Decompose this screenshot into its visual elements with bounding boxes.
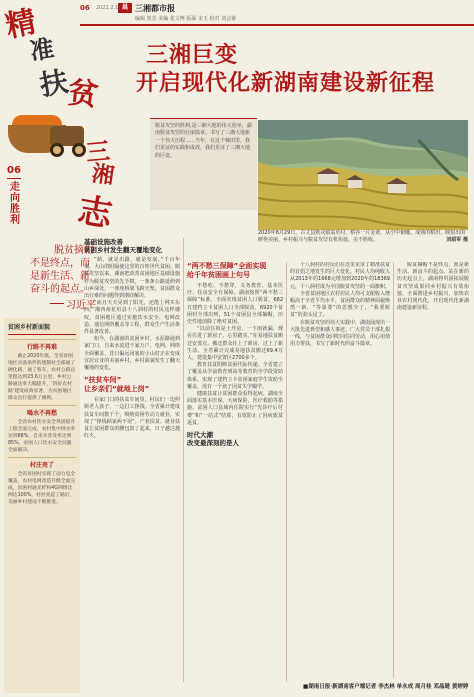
sidebar-head-1: 行路不再难: [8, 339, 76, 351]
quote-dash: [50, 303, 64, 304]
article-column-4: [397, 262, 469, 678]
sidebar-text-2: 全省农村饮水安全巩固提升工程全面完成，农村集中供水率达到88%，自来水普及率达到85%，贫困人口饮水安全问题全面解决。: [8, 420, 76, 453]
editor-credits: 编辑 贺芳 美编 张文博 版面 宋玉 校对 刘会睿: [135, 16, 237, 22]
section-rule: [7, 178, 21, 179]
col1-para-3: 如今，在湖南的贫困乡村，水泥路通到家门口，自来水流进千家万户，电网、网络全面覆盖，昔日偏远闭塞的小山村正在变成宜居宜业的美丽乡村，乡村面貌发生了翻天覆地的变化。: [84, 336, 180, 372]
col2-subhead-1: “两不愁三保障”全面实现: [187, 262, 267, 270]
article-column-3: [290, 262, 390, 678]
brush-char-4: 贫: [66, 75, 100, 114]
lead-paragraph: 脱贫攻坚的胜利,是三湘大地的伟大创举，湖南脱贫攻坚的壮丽篇章，书写了三湘大地新一个伟大历程……当年，在这个梯田里，我们见证的实践和成效，我们见证了三湘大地的巨变。: [150, 118, 257, 210]
photo-caption: [258, 230, 468, 243]
column-divider: [393, 262, 394, 678]
photo-credit: 刘甜军 摄: [446, 236, 468, 243]
headline-line-1: 三湘巨变: [146, 43, 239, 68]
sidebar-head-3: 村庄亮了: [8, 457, 76, 469]
col1-subhead-4: 让乡亲们“就地上岗”: [84, 385, 150, 394]
article-column-2: [187, 262, 283, 682]
section-number: 06: [7, 165, 21, 176]
col2-subhead-4: 改变最深刻的是人: [187, 439, 239, 448]
wheel-icon: [72, 143, 86, 157]
section-title: 走向胜利: [10, 182, 20, 226]
photo-caption-text: 2020年8月29日，古丈县默戎镇翁草村，稻谷一片金黄，从空中俯瞰，成熟的稻田，映射出的鲜艳美丽，乡村振兴与脱贫攻坚有机衔接，美不胜收。: [258, 230, 466, 243]
page-number: 06: [80, 4, 90, 12]
sidebar-head-2: 喝水不再愁: [8, 405, 76, 417]
brush-char-2: 准: [28, 33, 56, 66]
col3-para-3: 在脱贫攻坚的伟大实践中，湖南涌现出一大批先进典型和感人事迹。广大党员干部扎根一线，与贫困群众同吃同住同劳动，用心用情用力帮扶，书写了新时代的奋斗篇章。: [290, 319, 390, 348]
brush-char-6: 湘: [90, 160, 116, 190]
wheel-icon: [50, 143, 64, 157]
byline: ■湖南日报·新湖南客户端记者 李杰林 单永成 周月桂 邓晶琎 黄婷婷: [303, 684, 469, 690]
col2-para-4: 健康扶贫让贫困群众看得起病。湖南全面落实基本医保、大病保险、医疗救助等措施，贫困人口县域内住院实行“先诊疗后付费”和“一站式”结算，有效防止了因病致贫返贫。: [187, 391, 283, 426]
quote-line-4: 奋斗的起点。: [30, 284, 90, 295]
sidebar-text-1: 截止2020年底，全省贫困地区具备条件的建制村全部通了硬化路、通了客车，农村公路总里程达到23.6万公里，乡村公路通达率大幅提升，‘四好农村路’建设成效显著，为贫困地区群众出行提供了便利。: [8, 354, 76, 401]
quote-line-3: 是新生活、新: [30, 271, 90, 282]
column-divider: [183, 238, 184, 682]
terraced-fields-photo: [258, 120, 468, 230]
sidebar-box: [4, 318, 80, 693]
col1-para-1: “路，就是出路，就是发展。”千百年来，大山的阻隔使这里的百姓世代贫困。脱贫攻坚以来，湖南把改善贫困地区基础设施作为脱贫攻坚的先手棋，一条条公路延伸到山乡深处，一座座桥梁飞跨天堑，贫困群众出行难的问题得到彻底解决。: [84, 257, 180, 300]
col4-para-1: 脱贫摘帽不是终点，而是新生活、新奋斗的起点。站在新的历史起点上，湖南将巩固拓展脱贫攻坚成果同乡村振兴有效衔接，全面推进乡村振兴，加快农业农村现代化，开启现代化新湖南建设新征程。: [397, 262, 469, 312]
sidebar-title: 贫困乡村新面貌: [8, 322, 76, 335]
brush-char-3: 扶: [37, 64, 71, 103]
col2-subhead-3: 时代大潮: [187, 431, 213, 440]
col3-para-1: 十八洞村的村民们在这里见证了精准扶贫的首倡之地发生的巨大变化。村民人均纯收入从2013年的1668元增加到2020年的18369元，十八洞村成为全国脱贫攻坚的一面旗帜。: [290, 262, 390, 290]
col2-para-3: 教育扶贫阻断贫困代际传递。全省建立了覆盖从学前教育到高等教育的全学段资助体系，实现了建档立卡贫困家庭学生资助全覆盖，没有一个孩子因贫失学辍学。: [187, 362, 283, 390]
col2-para-1: 不愁吃、不愁穿，义务教育、基本医疗、住房安全有保障。湖南按照“两不愁三保障”标准，全面实现贫困人口脱贫，682万建档立卡贫困人口全部脱贫，6920个贫困村全部出列，51个贫困县全部摘帽，历史性地消除了绝对贫困。: [187, 283, 283, 326]
col2-subhead-2: 给千年贫困画上句号: [187, 271, 250, 279]
brush-char-1: 精: [2, 4, 40, 45]
col2-para-2: “以前住的是土坯房，一下雨就漏，现在住进了新房子，心里踏实。”在易地扶贫搬迁安置点，搬迁群众住上了新房，过上了新生活。全省累计完成易地扶贫搬迁69.4万人，建设集中安置区2700多个。: [187, 326, 283, 362]
brush-char-5: 三: [84, 136, 112, 167]
col1-subhead-3: “扶贫车间”: [84, 376, 122, 385]
quote-line-1: 脱贫摘帽: [54, 245, 94, 256]
column-divider: [286, 262, 287, 682]
article-column-1: [84, 238, 180, 682]
col1-para-2: “而且天天见到了阳光，还能上网买东西。”湘西州花垣县十八洞村的村民这样感叹。贫困地区通过实施饮水安全、电网改造、通信网络覆盖等工程，群众生产生活条件显著改善。: [84, 300, 180, 336]
masthead-rule: [80, 24, 474, 26]
issue-date: 2021.2.1: [96, 5, 119, 11]
headline-line-2: 开启现代化新湖南建设新征程: [136, 71, 436, 96]
paper-logo: 晨: [118, 3, 132, 13]
col1-para-4: 在家门口的扶贫车间里，村民们一边照顾老人孩子，一边打工挣钱。全省累计建成扶贫车间数千个，吸纳贫困劳动力就业，实现了“挣钱顾家两不误”。产业扶贫、就业扶贫让贫困群众的腰包鼓了起来，日子越过越红火。: [84, 397, 180, 440]
col3-para-2: 全省贫困地区农村居民人均可支配收入增幅高于全省平均水平，贫困群众的精神面貌焕然一新，“等靠要”的思想少了，“我要脱贫”的劲头足了。: [290, 290, 390, 319]
col1-subhead-2: 贫困乡村发生翻天覆地变化: [84, 246, 162, 254]
paper-name: 三湘都市报: [135, 4, 175, 13]
col1-subhead-1: 基础设施改善: [84, 238, 123, 246]
sidebar-text-3: 全省贫困村实现了动力电全覆盖，农村电网改造升级全面完成，贫困村通光纤和4G网络比例达100%，村村亮起了路灯，美丽乡村建设不断推进。: [8, 472, 76, 505]
quote-author: 习近平: [66, 300, 96, 311]
brush-char-7: 志: [74, 190, 116, 236]
quote-line-2: 不是终点，而: [30, 258, 90, 269]
